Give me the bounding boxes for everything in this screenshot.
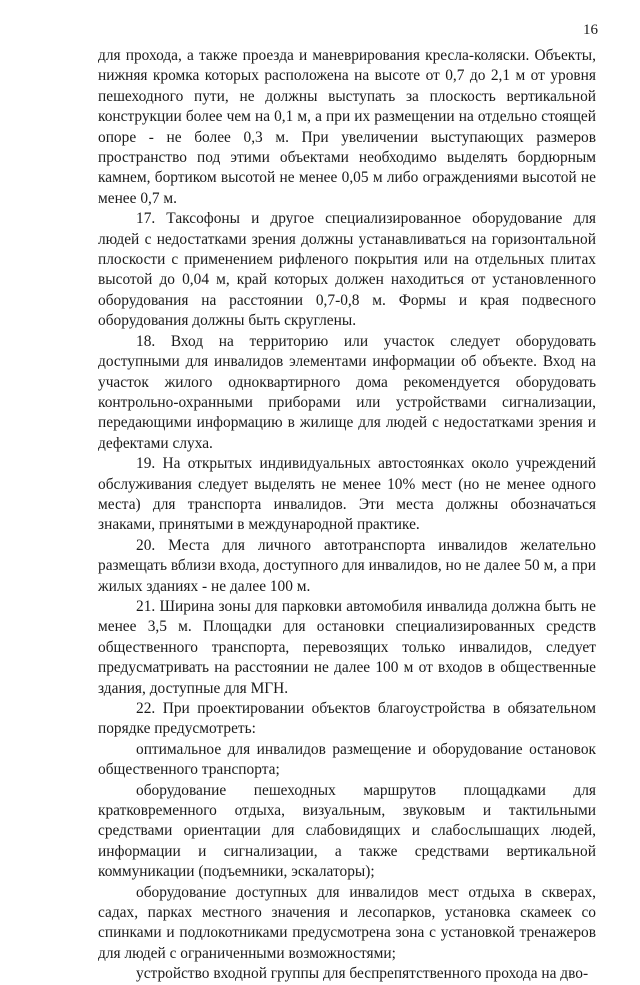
list-item-bus-stops: оптимальное для инвалидов размещение и оборудование остановок общественного транспорта; [98,740,596,779]
paragraph-item-21: 21. Ширина зоны для парковки автомобиля инвалида должна быть не менее 3,5 м. Площадки для остановки специализированных средств общественного транспорта, перевозящих только инвалидов, следует предусматривать на расстоянии не далее 100 м от входов в общественные здания, доступные для МГН. [98,597,596,697]
list-item-entrance-group: устройство входной группы для беспрепятственного прохода на дво- [136,965,589,983]
paragraph-item-18: 18. Вход на территорию или участок следует оборудовать доступными для инвалидов элементами информации об объекте. Вход на участок жилого одноквартирного дома рекомендуется оборудовать контрольно-охранными приборами или устройствами сигнализации, передающими информацию в жилище для людей с недостатками зрения и дефектами слуха. [98,332,596,452]
list-item-rest-areas: оборудование доступных для инвалидов мест отдыха в скверах, садах, парках местного значения и лесопарков, установка скамеек со спинками и подлокотниками предусмотрена зона с установкой тренажеров для людей с ограниченными возможностями; [98,883,596,962]
document-body [98,46,596,985]
paragraph-item-20: 20. Места для личного автотранспорта инвалидов желательно размещать вблизи входа, доступного для инвалидов, но не далее 50 м, а при жилых зданиях - не далее 100 м. [98,536,596,595]
paragraph-continuation: для прохода, а также проезда и маневрирования кресла-коляски. Объекты, нижняя кромка которых расположена на высоте от 0,7 до 2,1 м от уровня пешеходного пути, не должны выступать за плоскость вертикальной конструкции более чем на 0,1 м, а при их размещении на отдельно стоящей опоре - не более 0,3 м. При увеличении выступающих размеров пространство под этими объектами необходимо выделять бордюрным камнем, бортиком высотой не менее 0,05 м либо ограждениями высотой не менее 0,7 м. [98,47,596,207]
page-number: 16 [583,22,598,38]
list-item-pedestrian-routes: оборудование пешеходных маршрутов площадками для кратковременного отдыха, визуальным, звуковым и тактильными средствами ориентации для слабовидящих и слабослышащих людей, информации и сигнализации, а также средствами вертикальной коммуникации (подъемники, эскалаторы); [98,781,596,881]
paragraph-item-22: 22. При проектировании объектов благоустройства в обязательном порядке предусмотреть: [98,700,596,738]
paragraph-item-19: 19. На открытых индивидуальных автостоянках около учреждений обслуживания следует выделять не менее 10% мест (но не менее одного места) для транспорта инвалидов. Эти места должны обозначаться знаками, принятыми в международной практике. [98,455,596,534]
paragraph-item-17: 17. Таксофоны и другое специализированное оборудование для людей с недостатками зрения должны устанавливаться на горизонтальной плоскости с применением рифленого покрытия или на отдельных плитах высотой до 0,04 м, край которых должен находиться от установленного оборудования на расстоянии 0,7-0,8 м. Формы и края подвесного оборудования должны быть скруглены. [98,210,596,330]
